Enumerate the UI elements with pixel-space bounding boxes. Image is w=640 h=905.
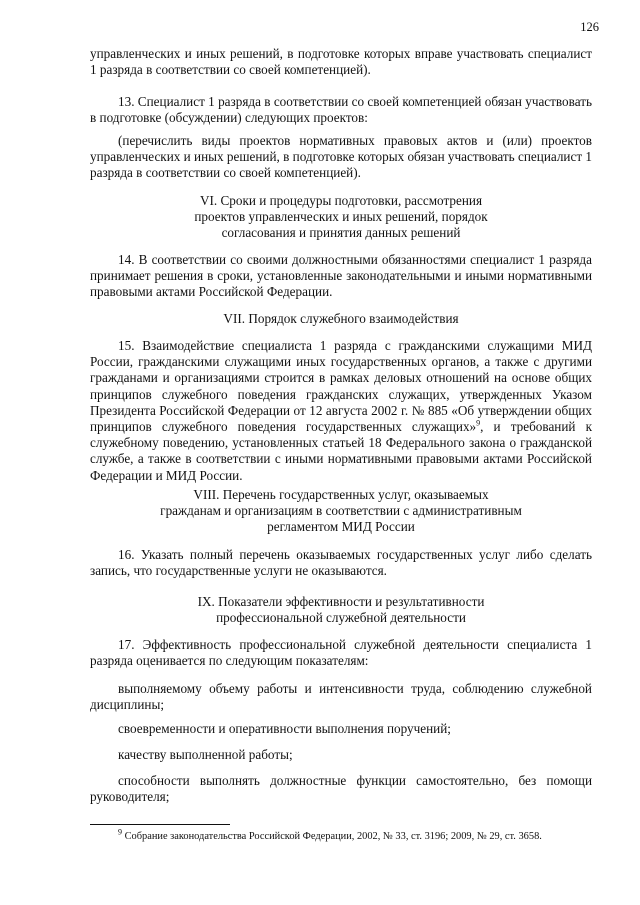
paragraph-15: [90, 338, 592, 484]
heading-line: IX. Показатели эффективности и результативности: [197, 594, 485, 609]
section-heading-vi: [90, 193, 592, 242]
paragraph-13-list: (перечислить виды проектов нормативных правовых актов и (или) проектов управленческих и иных решений, в подготовке которых обязан участвовать специалист 1 разряда в соответствии со своей компетенцией).: [90, 133, 592, 181]
paragraph-14: 14. В соответствии со своими должностными обязанностями специалист 1 разряда принимает решения в сроки, установленные законодательными и иными нормативными правовыми актами Российской Федерации.: [90, 252, 592, 300]
heading-line: согласования и принятия данных решений: [221, 225, 461, 241]
section-heading-vii: [90, 311, 592, 327]
paragraph-16: 16. Указать полный перечень оказываемых государственных услуг либо сделать запись, что государственные услуги не оказываются.: [90, 547, 592, 579]
heading-line: VII. Порядок служебного взаимодействия: [223, 311, 459, 326]
indicator-item: своевременности и оперативности выполнения поручений;: [118, 721, 451, 736]
indicator-item: способности выполнять должностные функции самостоятельно, без помощи руководителя;: [90, 773, 592, 805]
paragraph-15-text: 15. Взаимодействие специалиста 1 разряда с гражданскими служащими МИД России, гражданскими служащими иных государственных органов, а также с другими гражданами и организациями строится в рамках деловых отношений на основе общих принципов служебного поведения гражданских служащих, утвержденных Указом Президента Российской Федерации от 12 августа 2002 г. № 885 «Об утверждении общих принципов служебного поведения государственных служащих»: [90, 338, 592, 435]
section-heading-ix: [90, 594, 592, 626]
footnote-reference: 9: [476, 418, 481, 428]
paragraph-13: 13. Специалист 1 разряда в соответствии со своей компетенцией обязан участвовать в подготовке (обсуждении) следующих проектов:: [90, 94, 592, 126]
page-number: 126: [580, 20, 599, 34]
heading-line: проектов управленческих и иных решений, порядок: [194, 209, 488, 225]
indicator-item: качеству выполненной работы;: [118, 747, 293, 762]
heading-line: профессиональной служебной деятельности: [216, 610, 466, 626]
footnote-text: Собрание законодательства Российской Федерации, 2002, № 33, ст. 3196; 2009, № 29, ст. 3658.: [122, 831, 542, 842]
indicator-item: выполняемому объему работы и интенсивности труда, соблюдению служебной дисциплины;: [90, 681, 592, 713]
footnote-divider: [90, 824, 230, 825]
paragraph-continuation: управленческих и иных решений, в подготовке которых вправе участвовать специалист 1 разряда в соответствии со своей компетенцией).: [90, 46, 592, 78]
footnote: [90, 827, 592, 843]
heading-line: VI. Сроки и процедуры подготовки, рассмотрения: [199, 193, 483, 208]
section-heading-viii: [90, 487, 592, 536]
heading-line: регламентом МИД России: [267, 519, 415, 535]
paragraph-15-text-end: , и требований к служебному поведению, установленных статьей 18 Федерального закона о гражданской службе, а также в соответствии с иными нормативными правовыми актами Российской Федерации и МИД России.: [90, 419, 593, 483]
footnote-mark: 9: [118, 827, 122, 837]
heading-line: VIII. Перечень государственных услуг, оказываемых: [193, 487, 489, 502]
heading-line: гражданам и организациям в соответствии с административным: [160, 503, 522, 519]
paragraph-17: 17. Эффективность профессиональной служебной деятельности специалиста 1 разряда оценивается по следующим показателям:: [90, 637, 592, 669]
